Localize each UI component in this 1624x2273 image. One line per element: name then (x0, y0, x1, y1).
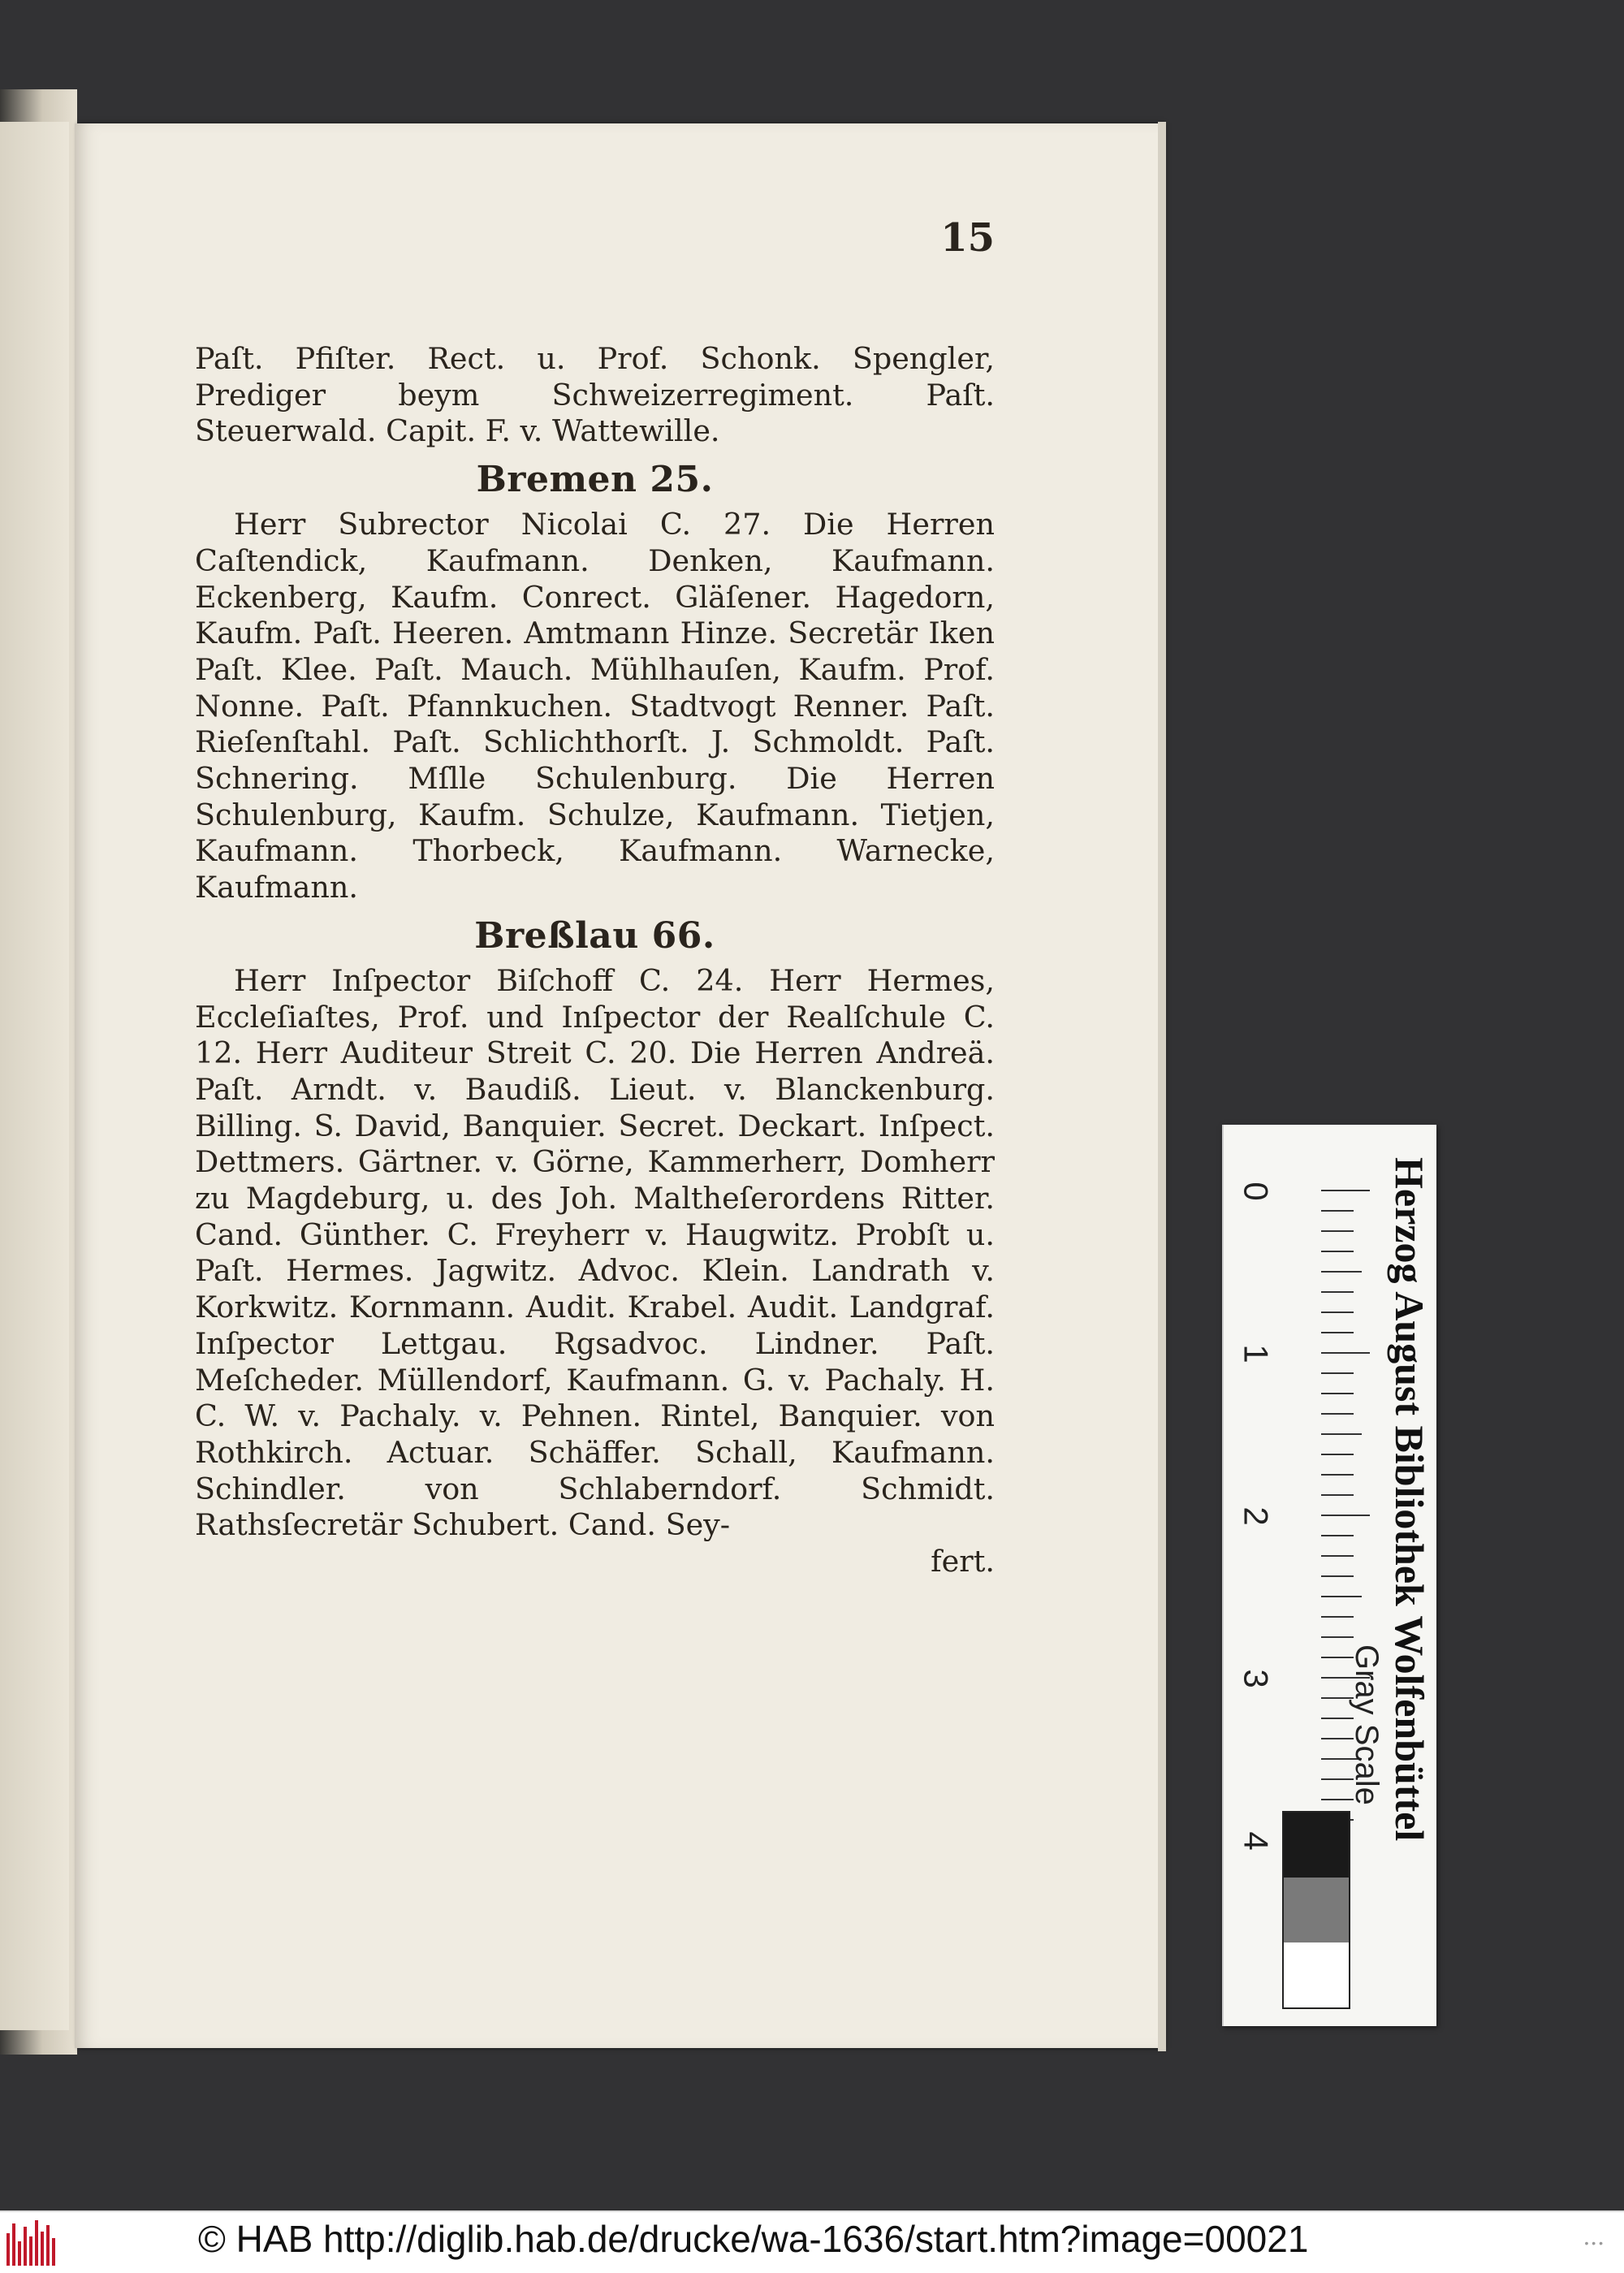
page-number: 15 (940, 215, 995, 261)
scale-title: Herzog August Bibliothek Wolfenbüttel (1387, 1157, 1432, 1842)
ruler-number: 0 (1237, 1182, 1276, 1201)
swatch-gray (1284, 1878, 1349, 1942)
ruler-tick (1321, 1433, 1362, 1435)
ruler-tick (1321, 1413, 1354, 1415)
gray-scale-label-area (1349, 1644, 1545, 1805)
page-edge (1158, 122, 1166, 2051)
footer-dots-icon: • • • (1584, 2236, 1603, 2249)
ruler-tick (1321, 1515, 1370, 1516)
ruler-tick (1321, 1352, 1370, 1354)
ruler-tick (1321, 1372, 1354, 1374)
section-heading-breslau: Breßlau 66. (474, 914, 715, 957)
ruler-number: 3 (1237, 1669, 1276, 1688)
color-scale-card (1222, 1125, 1436, 2026)
ruler-tick (1321, 1332, 1354, 1333)
footer-bar (0, 2210, 1624, 2273)
ruler-tick (1321, 1210, 1354, 1212)
ruler-number: 2 (1237, 1506, 1276, 1526)
ruler-number: 1 (1237, 1344, 1276, 1363)
page-text (195, 215, 995, 1580)
swatch-white (1284, 1942, 1349, 2007)
ruler-tick (1321, 1636, 1354, 1638)
ruler-tick (1321, 1251, 1354, 1252)
section-text-breslau: Herr Inſpector Biſchoff C. 24. Herr Hermes, Eccleſiaſtes, Prof. und Inſpector der Realſchule C. 12. Herr Auditeur Streit C. 20. Die Herren Andreä. Paſt. Arndt. v. Baudiß. Lieut. v. Blanckenburg. Billing. S. David, Banquier. Secret. Deckart. Inſpect. Dettmers. Gärtner. v. Görne, Kammerherr, Domherr zu Magdeburg, u. des Joh. Maltheſerordens Ritter. Cand. Günther. C. Freyherr v. Haugwitz. Probſt u. Paſt. Hermes. Jagwitz. Advoc. Klein. Landrath v. Korkwitz. Kornmann. Audit. Krabel. Audit. Landgraf. Inſpector Lettgau. Rgsadvoc. Lindner. Paſt. Meſcheder. Müllendorf, Kaufmann. G. v. Pachaly. H. C. W. v. Pachaly. v. Pehnen. Rintel, Banquier. von Rothkirch. Actuar. Schäffer. Schall, Kaufmann. Schindler. von Schlaberndorf. Schmidt. Rathsſecretär Schubert. Cand. Sey- fert. (195, 962, 995, 1579)
ruler-tick (1321, 1535, 1354, 1536)
ruler-tick (1321, 1494, 1354, 1496)
copyright-url: © HAB http://diglib.hab.de/drucke/wa-1636/start.htm?image=00021 (198, 2218, 1309, 2260)
ruler-tick (1321, 1596, 1362, 1597)
ruler-tick (1321, 1393, 1354, 1394)
intro-paragraph: Paſt. Pfiſter. Rect. u. Prof. Schonk. Spengler, Prediger beym Schweizerregiment. Paſt. Steuerwald. Capit. F. v. Wattewille. (195, 341, 995, 449)
ruler-tick (1321, 1291, 1354, 1293)
section-text-bremen: Herr Subrector Nicolai C. 27. Die Herren Caſtendick, Kaufmann. Denken, Kaufmann. Eckenberg, Kaufm. Conrect. Gläſener. Hagedorn, Kaufm. Paſt. Heeren. Amtmann Hinze. Secretär Iken Paſt. Klee. Paſt. Mauch. Mühlhauſen, Kaufm. Prof. Nonne. Paſt. Pfannkuchen. Stadtvogt Renner. Paſt. Rieſenſtahl. Paſt. Schlichthorſt. J. Schmoldt. Paſt. Schnering. Mſlle Schulenburg. Die Herren Schulenburg, Kaufm. Schulze, Kaufmann. Tietjen, Kaufmann. Thorbeck, Kaufmann. Warnecke, Kaufmann. (195, 507, 995, 905)
gray-swatches (1282, 1811, 1350, 2009)
continuation-word: fert. (931, 1544, 995, 1579)
ruler-tick (1321, 1575, 1354, 1577)
section-heading-bremen: Bremen 25. (476, 459, 714, 501)
book-page (75, 123, 1161, 2048)
gray-scale-label: Gray Scale (1349, 1644, 1384, 1805)
previous-page-edge (0, 122, 69, 2030)
ruler-tick (1321, 1454, 1354, 1455)
ruler-tick (1321, 1230, 1354, 1232)
ruler-tick (1321, 1616, 1354, 1618)
ruler-tick (1321, 1190, 1370, 1191)
hab-logo-icon (6, 2220, 68, 2266)
ruler-tick (1321, 1312, 1354, 1313)
scale-title-area (1387, 1157, 1482, 1994)
ruler-tick (1321, 1474, 1354, 1476)
ruler-tick (1321, 1271, 1362, 1273)
ruler-tick (1321, 1555, 1354, 1557)
swatch-black (1284, 1813, 1349, 1878)
ruler-number: 4 (1237, 1831, 1276, 1851)
